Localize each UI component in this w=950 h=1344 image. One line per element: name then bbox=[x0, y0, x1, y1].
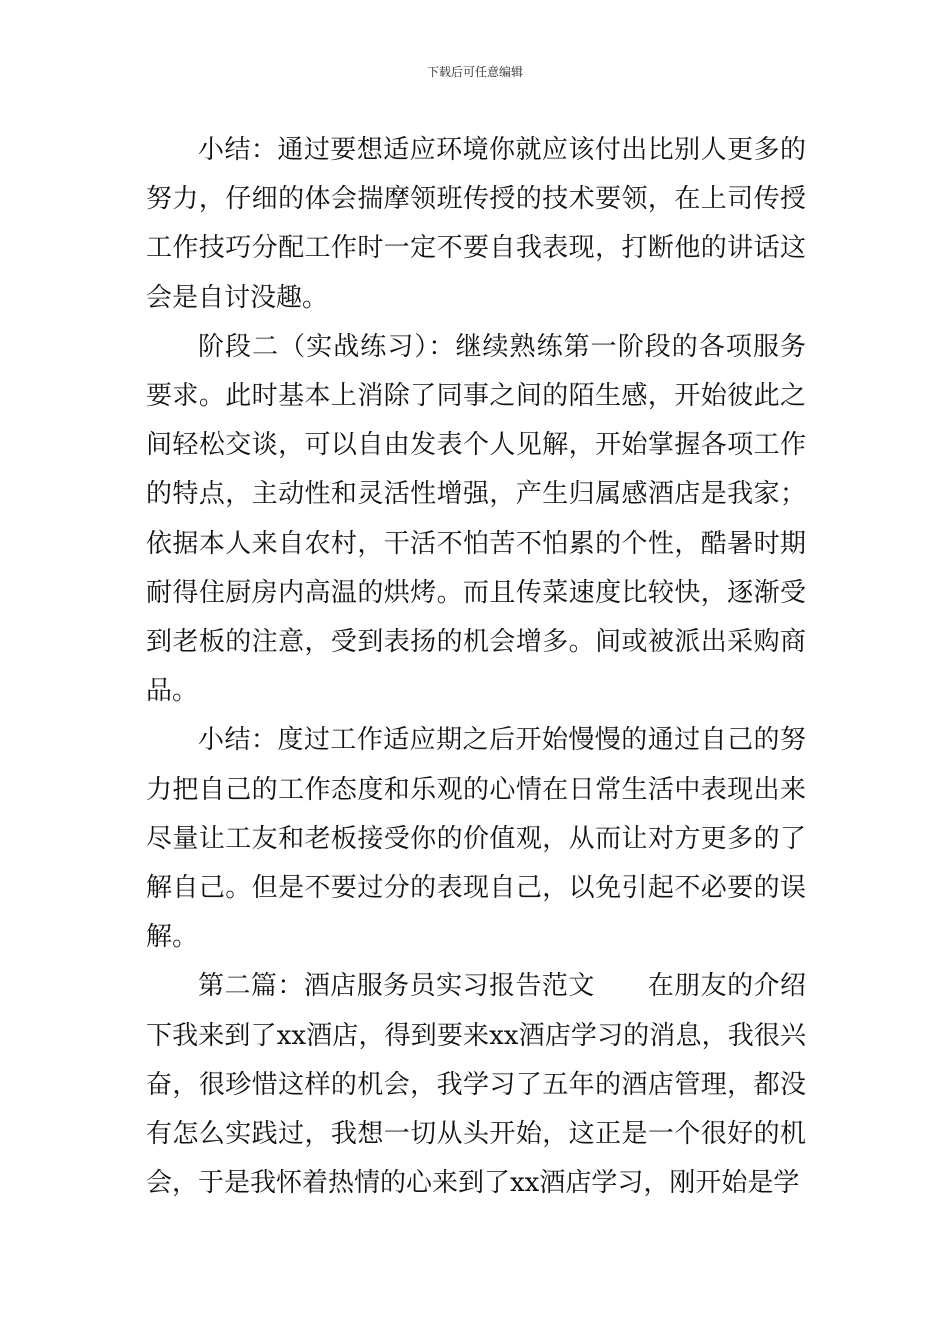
paragraph-summary-1: 小结：通过要想适应环境你就应该付出比别人更多的努力，仔细的体会揣摩领班传授的技术要领，在上司传授工作技巧分配工作时一定不要自我表现，打断他的讲话这会是自讨没趣。 bbox=[146, 135, 806, 313]
document-body bbox=[146, 126, 806, 1208]
paragraph-part-2: 第二篇：酒店服务员实习报告范文 在朋友的介绍下我来到了xx酒店，得到要来xx酒店学习的消息，我很兴奋，很珍惜这样的机会，我学习了五年的酒店管理，都没有怎么实践过，我想一切从头开始，这正是一个很好的机会，于是我怀着热情的心来到了xx酒店学习，刚开始是学 bbox=[146, 971, 806, 1199]
paragraph-summary-2: 小结：度过工作适应期之后开始慢慢的通过自己的努力把自己的工作态度和乐观的心情在日常生活中表现出来尽量让工友和老板接受你的价值观，从而让对方更多的了解自己。但是不要过分的表现自己，以免引起不必要的误解。 bbox=[146, 725, 806, 953]
paragraph-stage-2: 阶段二（实战练习）：继续熟练第一阶段的各项服务要求。此时基本上消除了同事之间的陌生感，开始彼此之间轻松交谈，可以自由发表个人见解，开始掌握各项工作的特点，主动性和灵活性增强，产生归属感酒店是我家；依据本人来自农村，干活不怕苦不怕累的个性，酷暑时期耐得住厨房内高温的烘烤。而且传菜速度比较快，逐渐受到老板的注意，受到表扬的机会增多。间或被派出采购商品。 bbox=[146, 331, 806, 707]
page-header: 下载后可任意编辑 bbox=[426, 65, 523, 79]
